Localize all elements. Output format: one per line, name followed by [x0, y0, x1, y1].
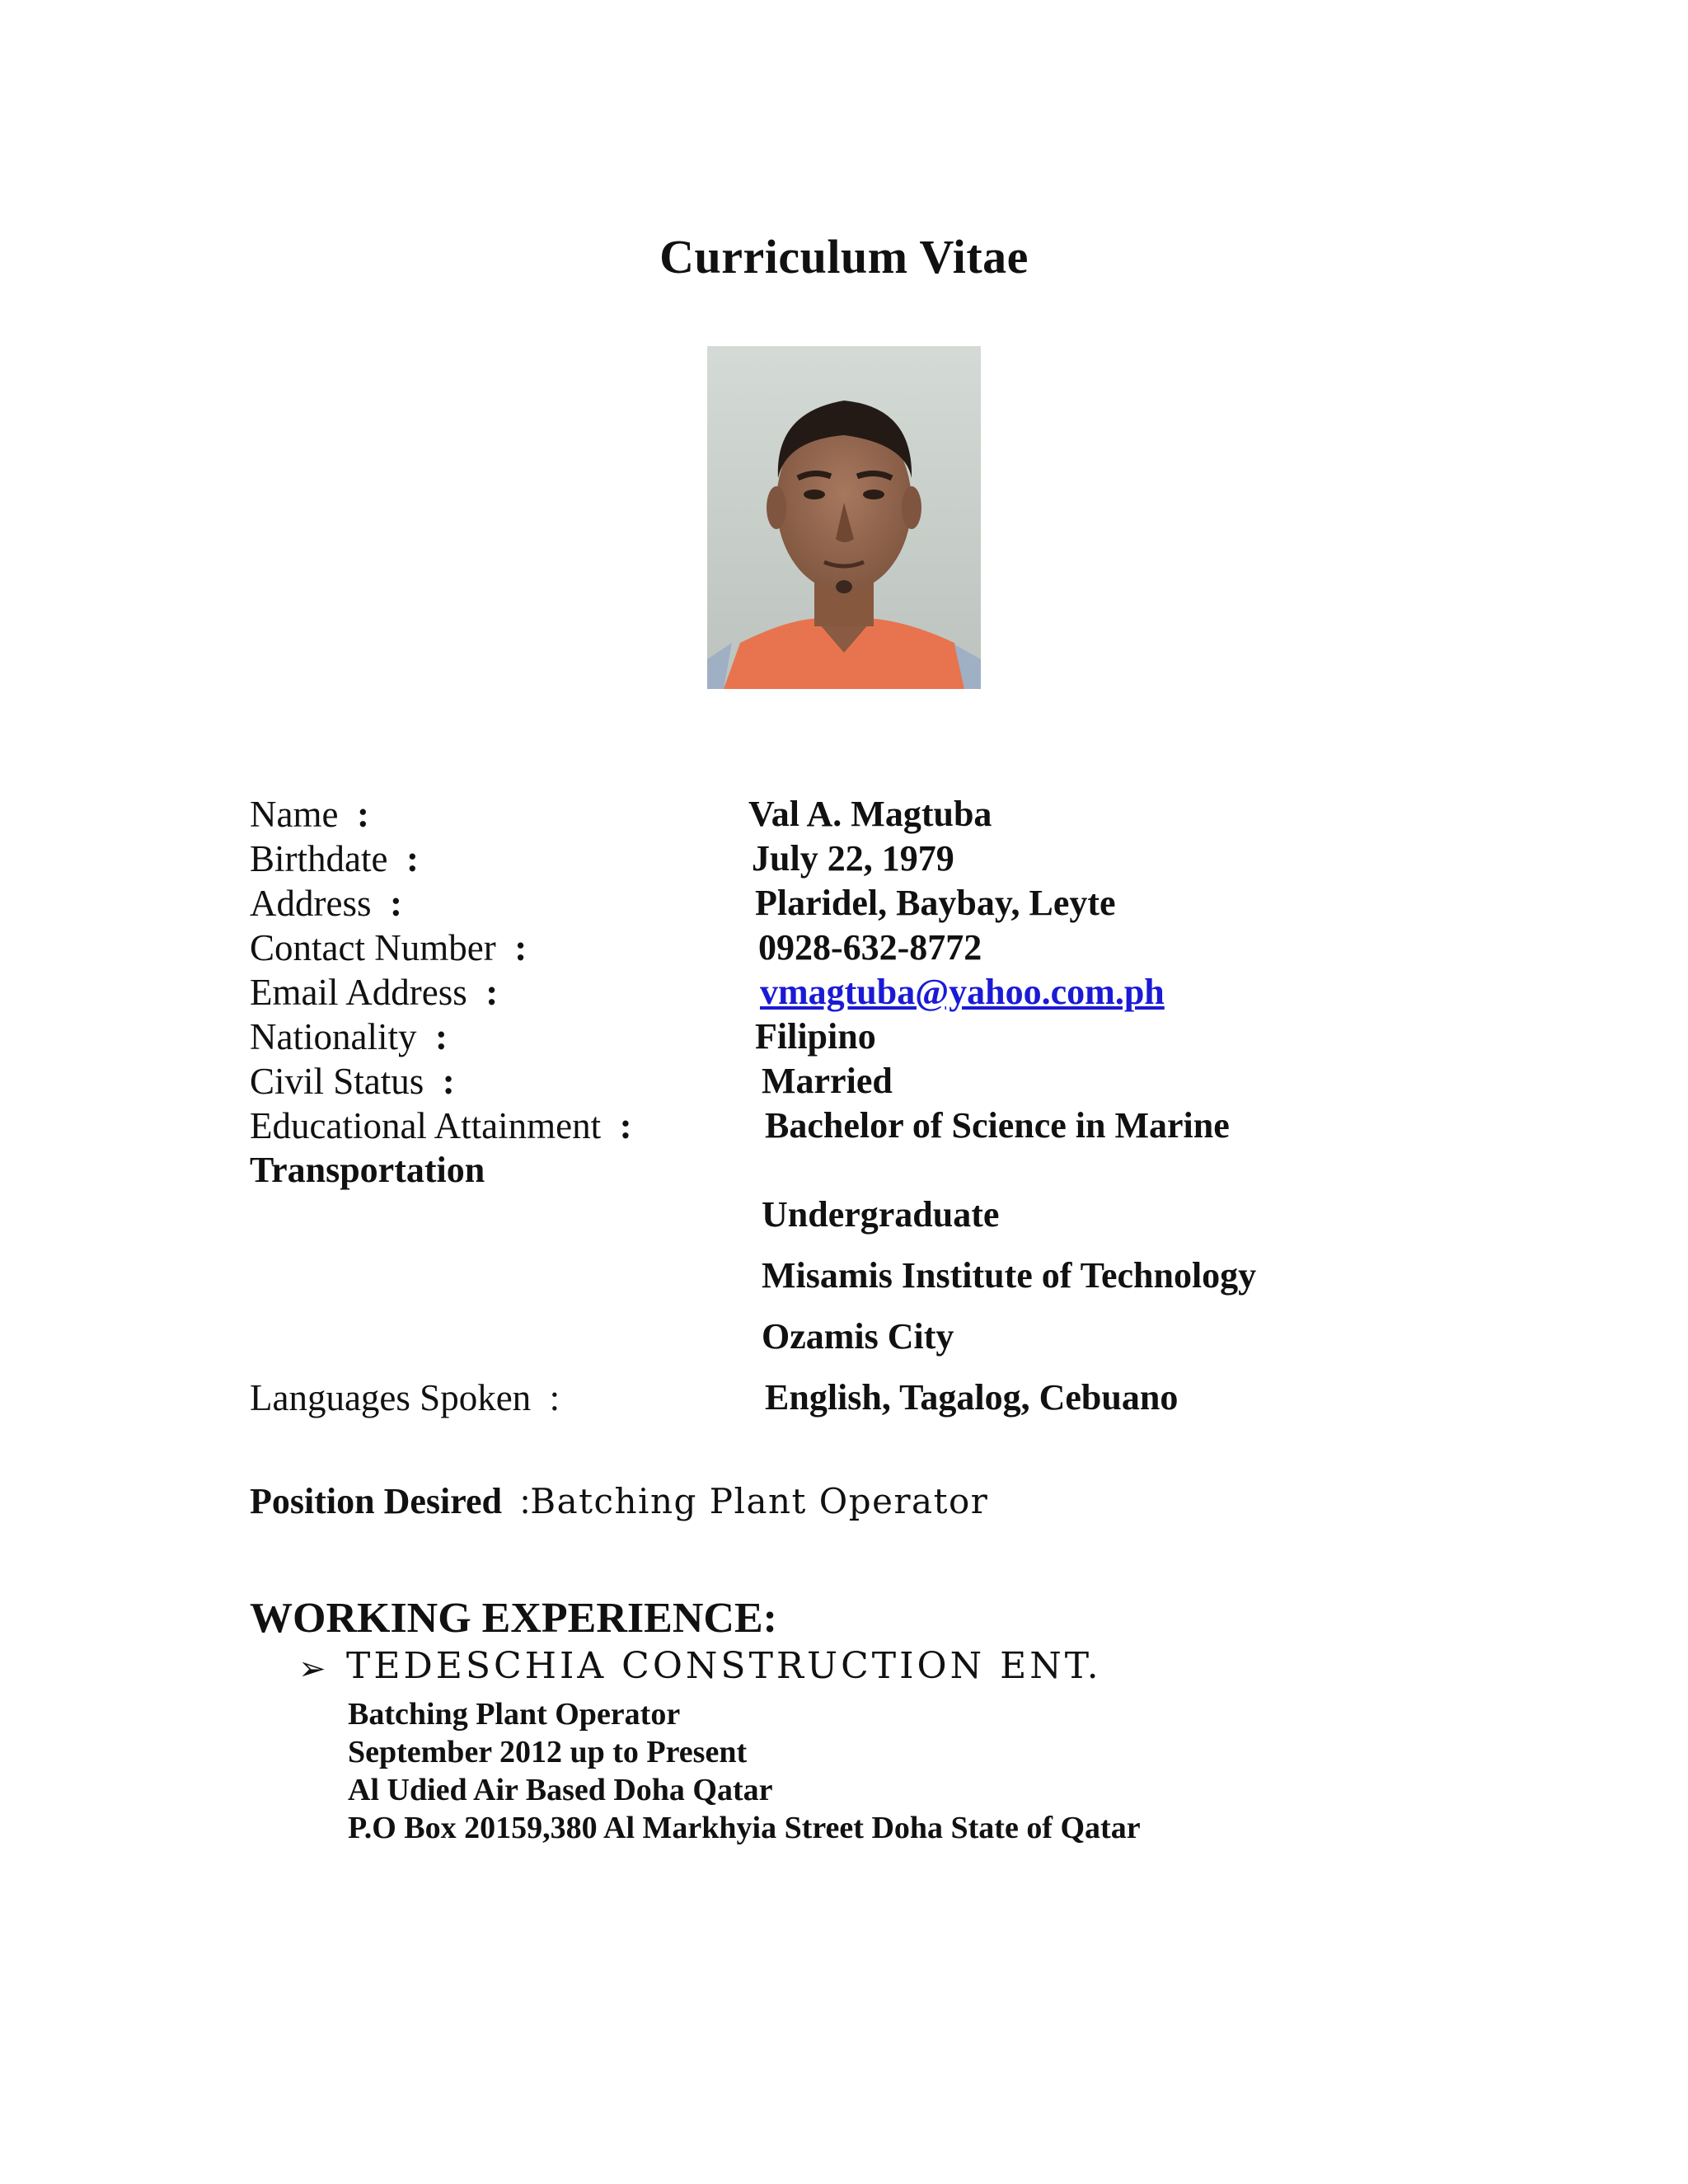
languages-label-text: Languages Spoken: [250, 1377, 532, 1418]
birthdate-label-text: Birthdate: [250, 838, 388, 879]
education-school: Misamis Institute of Technology: [762, 1255, 1257, 1296]
profile-photo: [707, 346, 981, 689]
languages-colon: :: [549, 1377, 560, 1418]
civil-status-value: Married: [762, 1061, 893, 1101]
portrait-graphic: [707, 346, 981, 689]
job-period: September 2012 up to Present: [348, 1735, 748, 1769]
name-label: [250, 793, 369, 836]
birthdate-colon: :: [406, 838, 419, 879]
birthdate-value: July 22, 1979: [752, 838, 954, 879]
email-label: [250, 971, 498, 1014]
education-city: Ozamis City: [762, 1316, 954, 1357]
contact-label: [250, 926, 527, 969]
nationality-label: [250, 1015, 448, 1058]
education-label-text: Educational Attainment: [250, 1105, 602, 1146]
address-value: Plaridel, Baybay, Leyte: [755, 883, 1116, 923]
civil-status-label-text: Civil Status: [250, 1061, 424, 1102]
email-label-text: Email Address: [250, 972, 467, 1013]
position-desired-colon: :: [519, 1481, 531, 1521]
name-colon: :: [356, 794, 369, 835]
education-label: [250, 1104, 632, 1147]
position-desired-value: Batching Plant Operator: [530, 1481, 989, 1521]
languages-value: English, Tagalog, Cebuano: [765, 1377, 1179, 1418]
address-label: [250, 882, 402, 925]
civil-status-colon: :: [442, 1061, 455, 1102]
nationality-label-text: Nationality: [250, 1016, 417, 1057]
position-desired-label: Position Desired: [250, 1481, 502, 1521]
nationality-value: Filipino: [755, 1016, 876, 1057]
job-address: P.O Box 20159,380 Al Markhyia Street Doha State of Qatar: [348, 1811, 1141, 1845]
address-label-text: Address: [250, 883, 372, 924]
civil-status-label: [250, 1060, 455, 1103]
name-label-text: Name: [250, 794, 339, 835]
birthdate-label: [250, 837, 419, 880]
address-colon: :: [389, 883, 402, 924]
education-continuation: Transportation: [250, 1150, 485, 1190]
contact-colon: :: [514, 927, 528, 968]
education-value: Bachelor of Science in Marine: [765, 1105, 1230, 1146]
company-name: TEDESCHIA CONSTRUCTION ENT.: [346, 1645, 1102, 1687]
education-colon: :: [619, 1105, 632, 1146]
arrow-bullet-icon: ➢: [298, 1650, 326, 1688]
email-colon: :: [485, 972, 499, 1013]
contact-label-text: Contact Number: [250, 927, 496, 968]
email-value: [760, 971, 1165, 1013]
education-status: Undergraduate: [762, 1194, 1000, 1235]
job-role: Batching Plant Operator: [348, 1697, 681, 1732]
nationality-colon: :: [434, 1016, 448, 1057]
position-desired: [250, 1480, 988, 1522]
job-location: Al Udied Air Based Doha Qatar: [348, 1773, 773, 1807]
page-title: Curriculum Vitae: [659, 230, 1029, 284]
working-experience-heading: WORKING EXPERIENCE:: [250, 1595, 777, 1642]
contact-value: 0928-632-8772: [758, 927, 982, 968]
languages-label: [250, 1376, 560, 1419]
email-link[interactable]: vmagtuba@yahoo.com.ph: [760, 972, 1165, 1012]
name-value: Val A. Magtuba: [748, 794, 992, 834]
